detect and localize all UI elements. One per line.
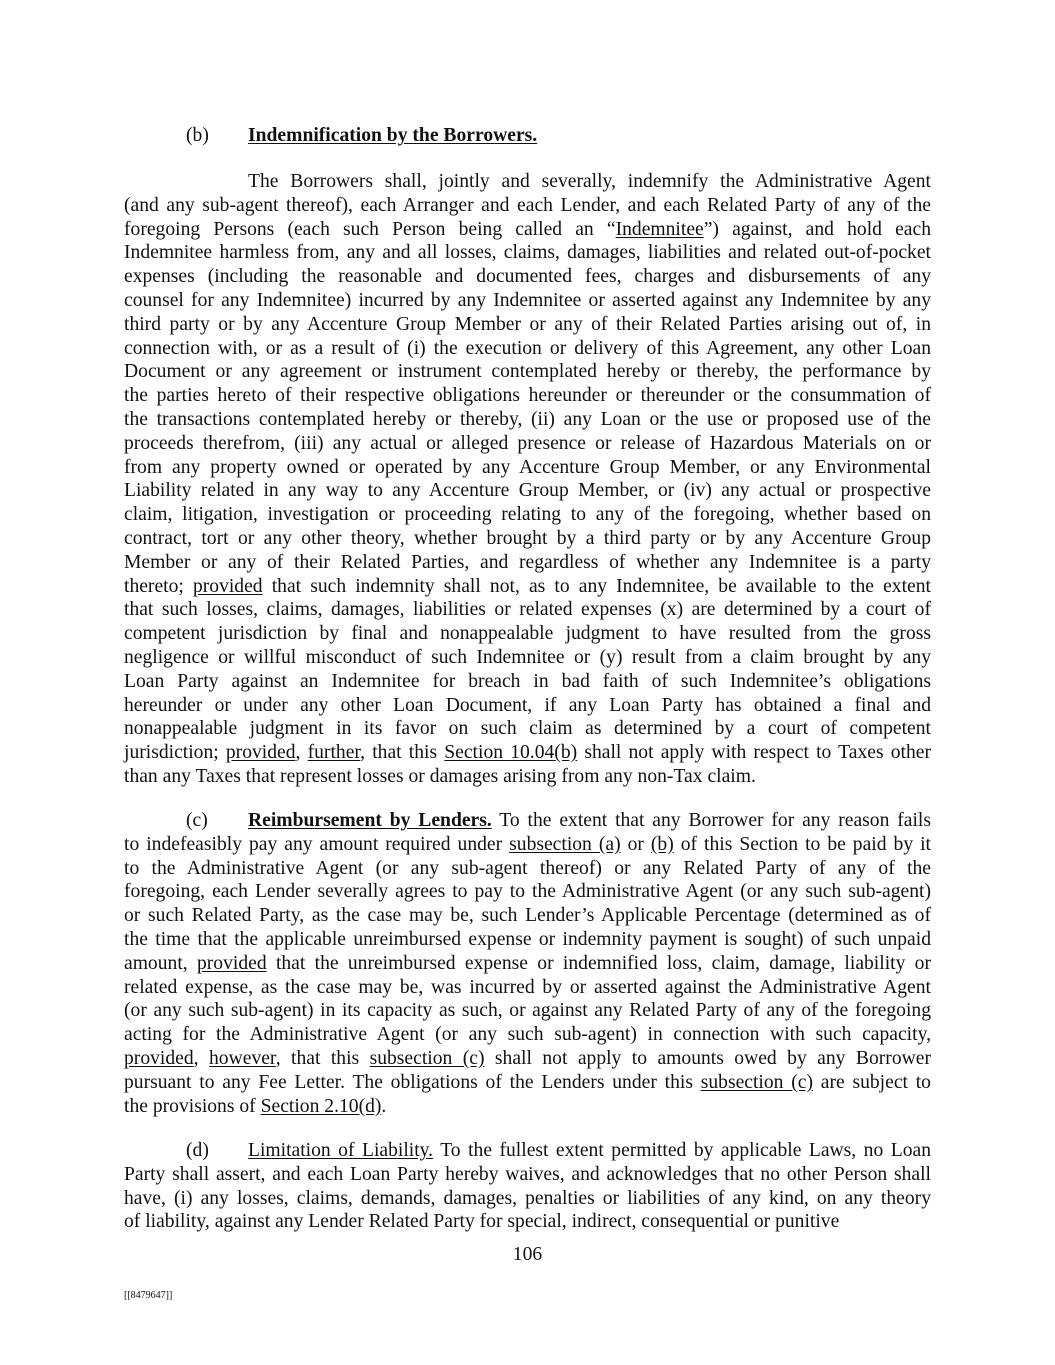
text-line [124,809,931,833]
text-segment: related expense, as the case may be, was incurred by or asserted against the Administrative Agent [124,976,931,998]
text-line [124,384,931,408]
text-segment: are subject to [812,1071,931,1093]
text-segment: proceeds therefrom, (iii) any actual or alleged presence or release of Hazardous Materials on or [124,432,931,454]
defined-term-reference: provided [192,575,263,597]
text-segment: that the unreimbursed expense or indemnified loss, claim, damage, liability or [266,952,932,974]
defined-term-reference: subsection (c) [700,1071,813,1093]
text-line [124,741,931,765]
text-line [124,694,931,718]
text-segment: Document or any agreement or instrument contemplated hereby or thereby, the performance by [124,361,931,383]
text-segment: jurisdiction; [124,742,226,764]
text-line [124,622,931,646]
text-line [124,765,931,789]
text-segment: contract, tort or any other theory, whether brought by a third party or by any Accenture Group [124,527,931,549]
text-segment: The Borrowers shall, jointly and severally, indemnify the Administrative Agent [248,171,931,192]
text-line [124,1163,931,1187]
text-segment: or such Related Party, as the case may be, such Lender’s Applicable Percentage (determined as of [124,905,931,927]
section-c-body [124,809,931,1118]
text-line [124,408,931,432]
text-line [124,503,931,527]
section-c-title: Reimbursement by Lenders. [248,810,492,831]
section-c-label: (c) [186,810,208,831]
text-segment: to the Administrative Agent (or any sub-agent thereof) or any Related Party of any of the [124,857,931,879]
text-segment: Loan Party against an Indemnitee for breach in bad faith of such Indemnitee’s obligations [124,670,931,692]
text-line [124,313,931,337]
text-segment: than any Taxes that represent losses or damages arising from any non-Tax claim. [124,765,756,787]
text-line [124,880,931,904]
text-line [124,1071,931,1095]
section-d-label: (d) [186,1140,209,1161]
text-segment: , [193,1047,209,1069]
text-segment: of liability, against any Lender Related Party for special, indirect, consequential or punitive [124,1211,840,1233]
defined-term-reference: further [307,742,361,764]
text-line [124,646,931,670]
text-segment: ”) against, and hold each [703,218,931,240]
text-line [124,337,931,361]
text-line [124,928,931,952]
text-line [124,456,931,480]
text-line [124,1187,931,1211]
text-line [124,1095,931,1119]
text-segment: the time that the applicable unreimbursed expense or indemnity payment is sought) of such unpaid [124,928,931,950]
text-segment: that such indemnity shall not, as to any Indemnitee, be available to the extent [262,575,931,597]
text-segment: or [620,833,651,855]
text-segment: . [381,1095,387,1117]
text-segment: that such losses, claims, damages, liabilities or related expenses (x) are determined by a court of [124,599,931,621]
text-segment: of this Section to be paid by it [673,833,931,855]
text-segment: acting for the Administrative Agent (or any such sub-agent) in connection with such capacity, [124,1024,931,1046]
text-segment: expenses (including the reasonable and documented fees, charges and disbursements of any [124,266,931,288]
text-line [124,575,931,599]
defined-term-reference: provided [196,952,267,974]
page-number: 106 [512,1244,543,1265]
text-segment: amount, [124,952,197,974]
section-d-body [124,1139,931,1234]
text-segment: the provisions of [124,1095,261,1117]
text-line [124,170,931,194]
text-segment: (or any such sub-agent) in its capacity as such, or against any Related Party of any of the foregoing [124,1000,931,1022]
text-segment: , that this [360,742,445,764]
text-segment: connection with, or as a result of (i) the execution or delivery of this Agreement, any other Loan [124,337,931,359]
text-line [124,265,931,289]
text-line [124,1023,931,1047]
defined-term-reference: Section 2.10(d) [260,1095,382,1117]
text-line [124,194,931,218]
text-segment: nonappealable judgment in its favor on such claim as determined by a court of competent [124,718,931,740]
text-segment: the parties hereto of their respective obligations hereunder or thereunder or the consummation of [124,385,931,407]
text-line [124,717,931,741]
text-line [124,551,931,575]
defined-term-reference: subsection (a) [509,833,621,855]
text-segment: thereto; [124,575,193,597]
defined-term-reference: Indemnitee [615,218,704,240]
text-segment: , that this [275,1047,370,1069]
text-line [124,976,931,1000]
text-segment: foregoing Persons (each such Person being called an “ [124,218,616,240]
text-segment: To the fullest extent permitted by applicable Laws, no Loan [433,1140,931,1161]
text-line [124,479,931,503]
defined-term-reference: Section 10.04(b) [444,742,578,764]
text-line [124,833,931,857]
text-segment: claim, litigation, investigation or proceeding relating to any of the foregoing, whether based on [124,504,931,526]
text-segment: To the extent that any Borrower for any reason fails [491,810,931,831]
text-line [124,670,931,694]
document-id: [[8479647]] [124,1290,173,1301]
text-segment: from any property owned or operated by any Accenture Group Member, or any Environmental [124,456,931,478]
text-line [124,904,931,928]
text-segment: the transactions contemplated hereby or thereby, (ii) any Loan or the use or proposed use of the [124,408,931,430]
section-b-label: (b) [186,125,209,146]
text-segment: to indefeasibly pay any amount required under [124,833,510,855]
text-line [124,1047,931,1071]
defined-term-reference: however [209,1047,276,1069]
text-segment: shall not apply to amounts owed by any Borrower [484,1047,931,1069]
text-segment: counsel for any Indemnitee) incurred by any Indemnitee or asserted against any Indemnitee by any [124,289,931,311]
text-line [124,598,931,622]
text-segment: negligence or willful misconduct of such Indemnitee or (y) result from a claim brought by any [124,646,931,668]
defined-term-reference: provided [225,742,296,764]
text-segment: Indemnitee harmless from, any and all losses, claims, damages, liabilities and related out-of-pocket [124,242,931,264]
section-b-title: Indemnification by the Borrowers. [248,125,538,146]
text-segment: third party or by any Accenture Group Member or any of their Related Parties arising out of, in [124,313,931,335]
text-segment: hereunder or under any other Loan Document, if any Loan Party has obtained a final and [124,694,931,716]
text-line [124,432,931,456]
section-b-heading [186,124,537,148]
text-segment: shall not apply with respect to Taxes other [577,742,931,764]
text-line [124,1210,931,1234]
text-segment: , [295,742,308,764]
text-segment: Member or any of their Related Parties, and regardless of whether any Indemnitee is a party [124,551,931,573]
text-line [124,527,931,551]
text-segment: have, (i) any losses, claims, demands, damages, penalties or liabilities of any kind, on any theory [124,1187,931,1209]
text-line [124,1139,931,1163]
text-segment: foregoing, each Lender severally agrees to pay to the Administrative Agent (or any such sub-agent) [124,881,931,903]
text-line [124,857,931,881]
text-segment: competent jurisdiction by final and nonappealable judgment to have resulted from the gross [124,623,931,645]
text-segment: (and any sub-agent thereof), each Arranger and each Lender, and each Related Party of any of the [124,194,931,216]
text-line [124,218,931,242]
text-segment: Party shall assert, and each Loan Party hereby waives, and acknowledges that no other Person shall [124,1163,931,1185]
defined-term-reference: subsection (c) [369,1047,485,1069]
section-b-body [124,170,931,789]
text-line [124,241,931,265]
text-line [124,999,931,1023]
text-segment: pursuant to any Fee Letter. The obligations of the Lenders under this [124,1071,701,1093]
text-line [124,289,931,313]
text-line [124,360,931,384]
defined-term-reference: provided [124,1047,194,1069]
defined-term-reference: (b) [650,833,674,855]
text-segment: Liability related in any way to any Accenture Group Member, or (iv) any actual or prospective [124,480,931,502]
section-d-title: Limitation of Liability. [248,1140,434,1161]
text-line [124,952,931,976]
